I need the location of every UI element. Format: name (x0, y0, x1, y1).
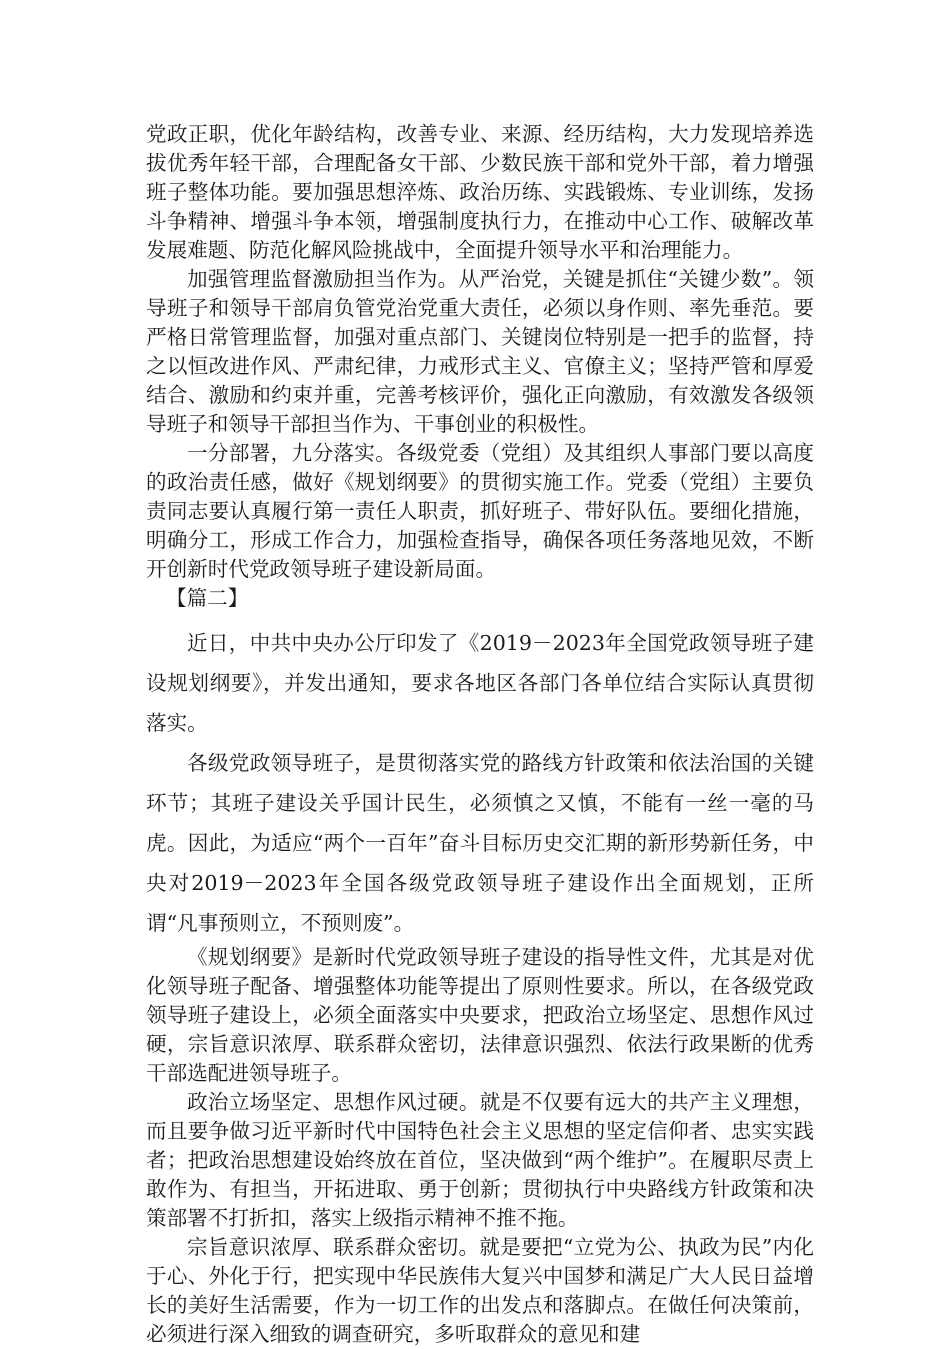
paragraph-management-supervision: 加强管理监督激励担当作为。从严治党，关键是抓住“关键少数”。领导班子和领导干部肩负管党治党重大责任，必须以身作则、率先垂范。要严格日常管理监督，加强对重点部门、关键岗位特别是一把手的监督，持之以恒改进作风、严肃纪律，力戒形式主义、官僚主义；坚持严管和厚爱结合、激励和约束并重，完善考核评价，强化正向激励，有效激发各级领导班子和领导干部担当作为、干事创业的积极性。 (146, 267, 814, 436)
paragraph-continuation: 党政正职，优化年龄结构，改善专业、来源、经历结构，大力发现培养选拔优秀年轻干部，合理配备女干部、少数民族干部和党外干部，着力增强班子整体功能。要加强思想淬炼、政治历练、实践锻炼、专业训练，发扬斗争精神、增强斗争本领，增强制度执行力，在推动中心工作、破解改革发展难题、防范化解风险挑战中，全面提升领导水平和治理能力。 (146, 122, 814, 262)
paragraph-leadership-importance: 各级党政领导班子，是贯彻落实党的路线方针政策和依法治国的关键环节；其班子建设关乎国计民生，必须慎之又慎，不能有一丝一毫的马虎。因此，为适应“两个一百年”奋斗目标历史交汇期的新形势新任务，中央对2019－2023年全国各级党政领导班子建设作出全面规划，正所谓“凡事预则立，不预则废”。 (146, 751, 814, 935)
paragraph-planning-outline: 《规划纲要》是新时代党政领导班子建设的指导性文件，尤其是对优化领导班子配备、增强整体功能等提出了原则性要求。所以，在各级党政领导班子建设上，必须全面落实中央要求，把政治立场坚定、思想作风过硬，宗旨意识浓厚、联系群众密切，法律意识强烈、依法行政果断的优秀干部选配进领导班子。 (146, 945, 814, 1085)
section-heading-part-two: 【篇二】 (166, 586, 249, 610)
paragraph-political-stance: 政治立场坚定、思想作风过硬。就是不仅要有远大的共产主义理想，而且要争做习近平新时代中国特色社会主义思想的坚定信仰者、忠实实践者；把政治思想建设始终放在首位，坚决做到“两个维护”。在履职尽责上敢作为、有担当，开拓进取、勇于创新；贯彻执行中央路线方针政策和决策部署不打折扣，落实上级指示精神不推不拖。 (146, 1090, 814, 1230)
paragraph-implementation: 一分部署，九分落实。各级党委（党组）及其组织人事部门要以高度的政治责任感，做好《规划纲要》的贯彻实施工作。党委（党组）主要负责同志要认真履行第一责任人职责，抓好班子、带好队伍。要细化措施，明确分工，形成工作合力，加强检查指导，确保各项任务落地见效，不断开创新时代党政领导班子建设新局面。 (146, 441, 814, 581)
paragraph-mass-line: 宗旨意识浓厚、联系群众密切。就是要把“立党为公、执政为民”内化于心、外化于行，把实现中华民族伟大复兴中国梦和满足广大人民日益增长的美好生活需要，作为一切工作的出发点和落脚点。在做任何决策前，必须进行深入细致的调查研究，多听取群众的意见和建 (146, 1235, 814, 1346)
document-page (146, 120, 814, 1349)
paragraph-news-intro: 近日，中共中央办公厅印发了《2019－2023年全国党政领导班子建设规划纲要》，并发出通知，要求各地区各部门各单位结合实际认真贯彻落实。 (146, 631, 814, 735)
